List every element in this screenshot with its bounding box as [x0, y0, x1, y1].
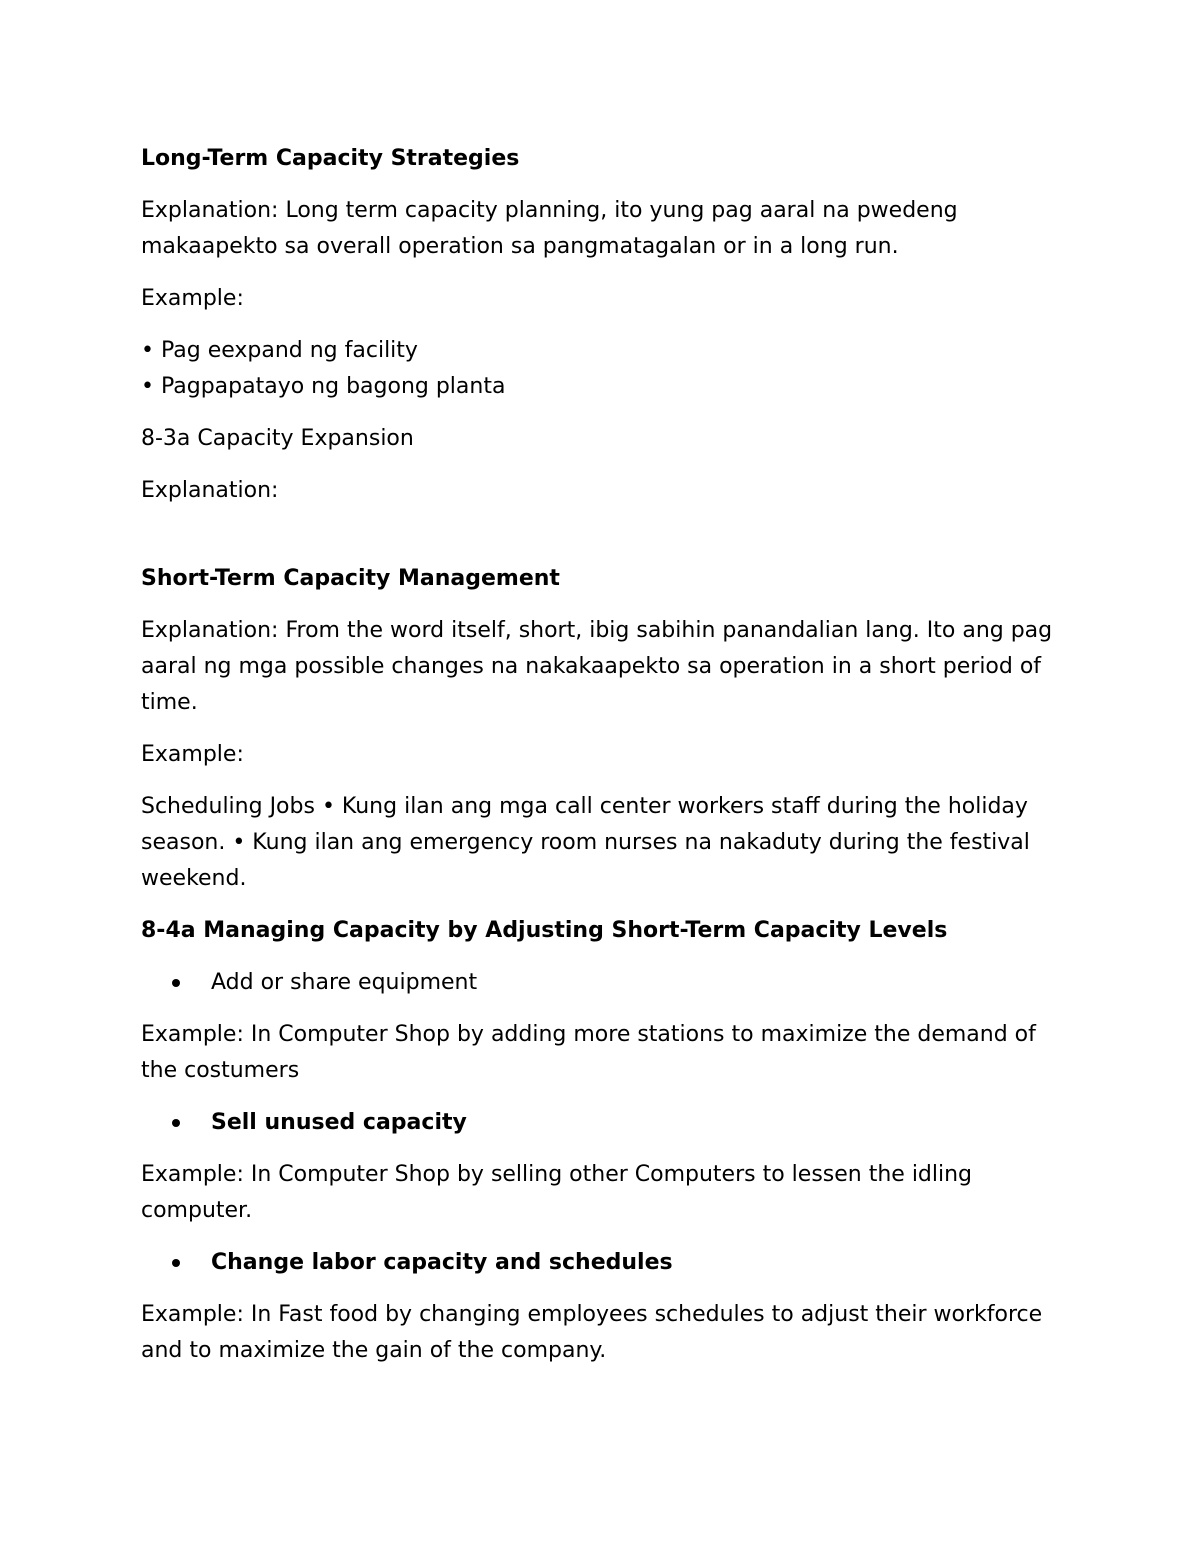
- managing-capacity-example: [141, 1017, 1071, 1089]
- short-term-explanation-line: time.: [141, 690, 198, 715]
- example-line: Example: In Fast food by changing employees schedules to adjust their workforce: [141, 1302, 1043, 1327]
- list-item-label: Change labor capacity and schedules: [211, 1250, 673, 1275]
- document-body: [141, 141, 1071, 1385]
- empty-paragraph: [141, 509, 1071, 561]
- list-item-label: Sell unused capacity: [211, 1110, 467, 1135]
- short-term-heading: Short-Term Capacity Management: [141, 566, 560, 591]
- long-term-explanation-line: Explanation: Long term capacity planning, ito yung pag aaral na pwedeng: [141, 198, 958, 223]
- capacity-expansion-explanation-label: Explanation:: [141, 478, 279, 503]
- short-term-example-line: weekend.: [141, 866, 247, 891]
- managing-capacity-list-item: [141, 1245, 1071, 1281]
- bullet-dot-icon: [172, 1259, 180, 1267]
- bullet-dot-icon: [172, 1119, 180, 1127]
- long-term-bullet-item: • Pag eexpand ng facility: [141, 338, 418, 363]
- long-term-bullets: [141, 333, 1071, 405]
- managing-capacity-list-item: [141, 965, 1071, 1001]
- short-term-example: [141, 789, 1071, 897]
- long-term-example-label: Example:: [141, 286, 244, 311]
- short-term-example-line: Scheduling Jobs • Kung ilan ang mga call center workers staff during the holiday: [141, 794, 1028, 819]
- long-term-heading: Long-Term Capacity Strategies: [141, 146, 520, 171]
- list-item-label: Add or share equipment: [211, 970, 478, 995]
- example-line: Example: In Computer Shop by adding more stations to maximize the demand of: [141, 1022, 1036, 1047]
- short-term-explanation: [141, 613, 1071, 721]
- example-line: computer.: [141, 1198, 253, 1223]
- short-term-example-label: Example:: [141, 742, 244, 767]
- short-term-explanation-line: aaral ng mga possible changes na nakakaapekto sa operation in a short period of: [141, 654, 1042, 679]
- long-term-bullet-item: • Pagpapatayo ng bagong planta: [141, 374, 506, 399]
- managing-capacity-example: [141, 1297, 1071, 1369]
- example-line: Example: In Computer Shop by selling other Computers to lessen the idling: [141, 1162, 973, 1187]
- short-term-explanation-line: Explanation: From the word itself, short, ibig sabihin panandalian lang. Ito ang pag: [141, 618, 1053, 643]
- managing-capacity-heading: 8-4a Managing Capacity by Adjusting Short-Term Capacity Levels: [141, 918, 948, 943]
- long-term-explanation-line: makaapekto sa overall operation sa pangmatagalan or in a long run.: [141, 234, 899, 259]
- managing-capacity-example: [141, 1157, 1071, 1229]
- short-term-example-line: season. • Kung ilan ang emergency room nurses na nakaduty during the festival: [141, 830, 1030, 855]
- capacity-expansion-heading: 8-3a Capacity Expansion: [141, 426, 414, 451]
- bullet-dot-icon: [172, 979, 180, 987]
- managing-capacity-list-item: [141, 1105, 1071, 1141]
- long-term-explanation: [141, 193, 1071, 265]
- example-line: and to maximize the gain of the company.: [141, 1338, 607, 1363]
- example-line: the costumers: [141, 1058, 300, 1083]
